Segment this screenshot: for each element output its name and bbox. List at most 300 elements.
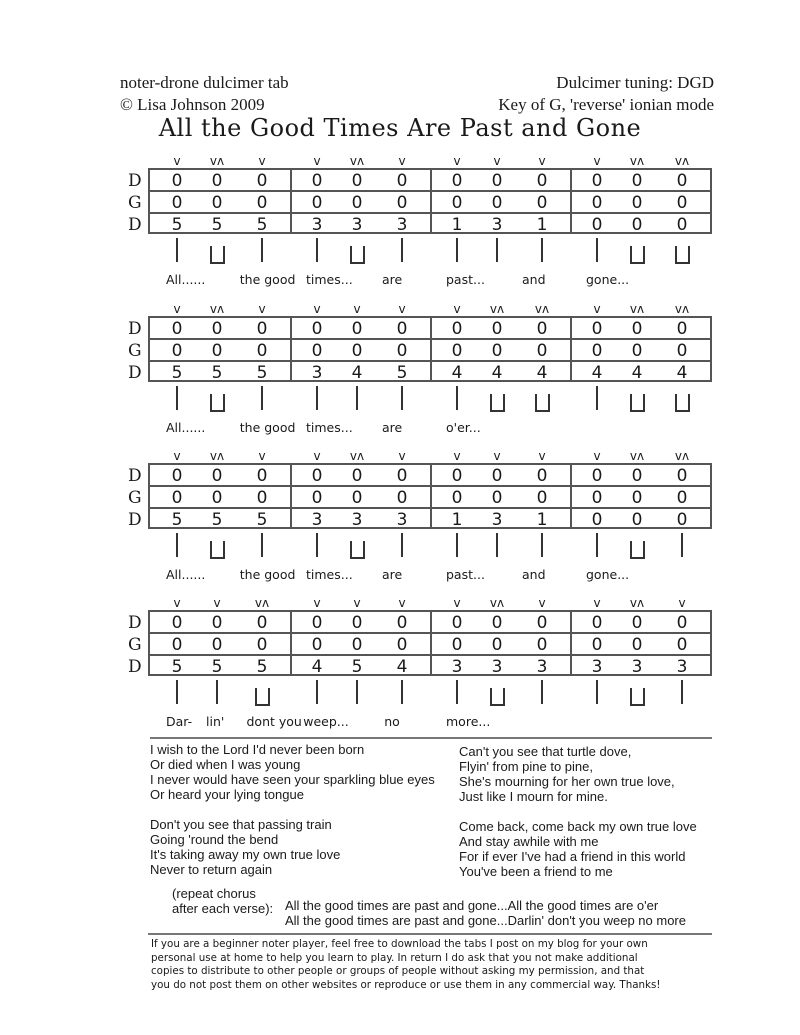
fret-number: 4 [451,363,463,383]
fret-number: 0 [256,341,268,361]
fret-number: 4 [351,363,363,383]
measure-bar [290,612,292,674]
fret-number: 3 [451,657,463,677]
eighth-pair-icon [490,688,505,706]
fret-number: 0 [396,171,408,191]
eighth-pair-icon [210,246,225,264]
fret-number: 5 [171,363,183,383]
strum-mark: v [453,154,461,168]
eighth-pair-icon [675,394,690,412]
fret-number: 3 [396,215,408,235]
divider [148,933,712,935]
quarter-note-icon [541,238,543,262]
fret-number: 3 [536,657,548,677]
fret-number: 5 [211,363,223,383]
fret-number: 0 [591,319,603,339]
lyric: no [384,714,400,729]
strum-mark: vʌ [254,596,270,610]
fret-number: 1 [536,510,548,530]
fret-number: 0 [311,466,323,486]
fret-number: 0 [536,193,548,213]
quarter-note-icon [261,533,263,557]
verse-line: Don't you see that passing train [150,817,332,832]
tab-system [0,449,800,599]
fret-number: 0 [256,488,268,508]
fret-number: 0 [311,171,323,191]
tab-staff [148,463,712,529]
fret-number: 4 [676,363,688,383]
strum-mark: v [258,154,266,168]
fret-number: 0 [256,613,268,633]
lyric: Dar- [166,714,193,729]
fret-number: 0 [171,171,183,191]
fret-number: 0 [591,510,603,530]
fret-number: 0 [211,488,223,508]
fret-number: 4 [396,657,408,677]
verse-line: Can't you see that turtle dove, [459,744,632,759]
strum-mark: v [173,302,181,316]
lyric: dont you [246,714,302,729]
fret-number: 4 [536,363,548,383]
fret-number: 3 [491,510,503,530]
quarter-note-icon [456,533,458,557]
fret-number: 0 [631,215,643,235]
quarter-note-icon [496,238,498,262]
quarter-note-icon [316,533,318,557]
fret-number: 3 [491,657,503,677]
fret-number: 0 [631,466,643,486]
fret-number: 0 [451,635,463,655]
fret-number: 0 [631,510,643,530]
lyric: more... [446,714,491,729]
fret-number: 0 [451,613,463,633]
fret-number: 0 [591,466,603,486]
copyright: © Lisa Johnson 2009 [120,95,265,114]
strum-mark: v [453,302,461,316]
verses-left [150,742,435,877]
fret-number: 5 [256,657,268,677]
fret-number: 3 [351,510,363,530]
tab-staff [148,168,712,234]
fret-number: 0 [676,341,688,361]
quarter-note-icon [216,680,218,704]
fret-number: 0 [491,635,503,655]
fret-number: 0 [676,193,688,213]
tab-system [0,154,800,304]
usage-notice [151,938,661,992]
fret-number: 3 [676,657,688,677]
strum-mark: v [173,449,181,463]
fret-number: 0 [591,193,603,213]
strum-mark: v [398,449,406,463]
fret-number: 0 [676,215,688,235]
fret-number: 0 [591,613,603,633]
lyric: weep... [303,714,349,729]
strum-mark: v [398,154,406,168]
quarter-note-icon [541,533,543,557]
fret-number: 0 [211,613,223,633]
chorus-label [172,886,273,916]
fret-number: 0 [351,466,363,486]
strum-mark: vʌ [674,449,690,463]
fret-number: 0 [351,488,363,508]
fret-number: 1 [451,510,463,530]
fret-number: 5 [396,363,408,383]
fret-number: 0 [211,193,223,213]
notice-line: personal use at home to help you learn to play. In return I do ask that you not make additional [151,951,638,964]
fret-number: 0 [171,635,183,655]
strum-mark: v [173,154,181,168]
fret-number: 0 [491,488,503,508]
lyric: lin' [206,714,225,729]
fret-number: 3 [311,510,323,530]
verse-line: Flyin' from pine to pine, [459,759,593,774]
fret-number: 5 [211,215,223,235]
lyric: are [382,272,403,287]
strum-mark: vʌ [349,449,365,463]
measure-bar [430,318,432,380]
fret-number: 0 [171,466,183,486]
lyric: the good [239,272,296,287]
eighth-pair-icon [630,688,645,706]
divider [150,737,712,739]
subtitle: noter-drone dulcimer tab [120,73,289,92]
quarter-note-icon [596,386,598,410]
string-label: D [128,613,142,633]
lyric: the good [239,567,296,582]
fret-number: 5 [171,657,183,677]
lyric: All...... [166,420,206,435]
quarter-note-icon [681,680,683,704]
fret-number: 0 [311,488,323,508]
quarter-note-icon [456,680,458,704]
fret-number: 0 [351,171,363,191]
strum-mark: v [258,302,266,316]
strum-mark: v [313,154,321,168]
strum-mark: v [493,154,501,168]
strum-mark: v [538,596,546,610]
fret-number: 4 [591,363,603,383]
string-label: D [128,657,142,677]
fret-number: 0 [536,341,548,361]
verse-line: I never would have seen your sparkling blue eyes [150,772,435,787]
fret-number: 0 [311,319,323,339]
quarter-note-icon [596,533,598,557]
lyric: and [522,272,546,287]
strum-mark: v [313,302,321,316]
strum-mark: vʌ [674,154,690,168]
fret-number: 0 [396,319,408,339]
string-label: D [128,215,142,235]
fret-number: 3 [396,510,408,530]
strum-mark: vʌ [629,302,645,316]
strum-mark: v [258,449,266,463]
fret-number: 0 [631,488,643,508]
lyric: All...... [166,272,206,287]
chorus-line: All the good times are past and gone...All the good times are o'er [285,898,659,913]
fret-number: 5 [256,363,268,383]
fret-number: 0 [451,319,463,339]
strum-mark: v [538,154,546,168]
quarter-note-icon [541,680,543,704]
strum-mark: v [593,302,601,316]
chorus-label-line: after each verse): [172,901,274,916]
verse [459,819,697,879]
quarter-note-icon [456,386,458,410]
fret-number: 0 [256,193,268,213]
tab-staff [148,316,712,382]
fret-number: 0 [171,341,183,361]
fret-number: 0 [491,319,503,339]
fret-number: 4 [631,363,643,383]
eighth-pair-icon [255,688,270,706]
fret-number: 0 [676,613,688,633]
notice-line: copies to distribute to other people or groups of people without asking my permission, and that [151,965,645,977]
quarter-note-icon [401,680,403,704]
fret-number: 0 [491,613,503,633]
fret-number: 1 [536,215,548,235]
eighth-pair-icon [535,394,550,412]
quarter-note-icon [176,386,178,410]
lyric: times... [306,272,353,287]
fret-number: 3 [631,657,643,677]
string-label: G [128,488,142,508]
measure-bar [290,318,292,380]
fret-number: 0 [311,635,323,655]
eighth-pair-icon [630,541,645,559]
quarter-note-icon [356,386,358,410]
fret-number: 0 [536,171,548,191]
fret-number: 0 [256,319,268,339]
fret-number: 3 [491,215,503,235]
quarter-note-icon [316,238,318,262]
quarter-note-icon [681,533,683,557]
verses-right [459,744,697,879]
fret-number: 0 [396,635,408,655]
strum-mark: vʌ [629,449,645,463]
string-label: D [128,466,142,486]
fret-number: 0 [491,341,503,361]
fret-number: 3 [351,215,363,235]
verse-line: Going 'round the bend [150,832,279,847]
eighth-pair-icon [675,246,690,264]
strum-mark: v [453,596,461,610]
fret-number: 0 [351,193,363,213]
strum-mark: v [538,449,546,463]
fret-number: 0 [491,193,503,213]
key-mode: Key of G, 'reverse' ionian mode [498,95,714,114]
lyric: times... [306,567,353,582]
quarter-note-icon [596,238,598,262]
fret-number: 0 [351,635,363,655]
string-label: G [128,341,142,361]
fret-number: 0 [631,341,643,361]
strum-mark: v [593,596,601,610]
verse-line: Or heard your lying tongue [150,787,304,802]
fret-number: 0 [676,635,688,655]
verse-line: You've been a friend to me [459,864,613,879]
strum-mark: vʌ [629,596,645,610]
string-label: G [128,193,142,213]
fret-number: 5 [211,510,223,530]
fret-number: 1 [451,215,463,235]
fret-number: 0 [171,488,183,508]
quarter-note-icon [401,533,403,557]
eighth-pair-icon [210,541,225,559]
fret-number: 0 [491,466,503,486]
song-title: All the Good Times Are Past and Gone [158,114,642,142]
fret-number: 0 [396,341,408,361]
fret-number: 5 [351,657,363,677]
verse-line: I wish to the Lord I'd never been born [150,742,365,757]
strum-mark: v [398,596,406,610]
fret-number: 0 [211,635,223,655]
quarter-note-icon [316,680,318,704]
fret-number: 0 [211,171,223,191]
eighth-pair-icon [350,246,365,264]
fret-number: 4 [311,657,323,677]
strum-mark: vʌ [674,302,690,316]
fret-number: 0 [536,488,548,508]
notice-line: If you are a beginner noter player, feel free to download the tabs I post on my blog for your own [151,938,648,950]
fret-number: 0 [536,613,548,633]
fret-number: 0 [311,613,323,633]
fret-number: 0 [591,171,603,191]
strum-mark: vʌ [629,154,645,168]
measure-bar [430,170,432,232]
tab-staff [148,610,712,676]
strum-mark: vʌ [489,302,505,316]
quarter-note-icon [496,533,498,557]
lyric: past... [446,567,485,582]
fret-number: 0 [631,193,643,213]
strum-mark: v [173,596,181,610]
measure-bar [430,612,432,674]
fret-number: 5 [211,657,223,677]
fret-number: 5 [256,215,268,235]
verse-line: Come back, come back my own true love [459,819,697,834]
lyric: past... [446,272,485,287]
verse-line: Never to return again [150,862,273,877]
strum-mark: v [493,449,501,463]
eighth-pair-icon [630,246,645,264]
fret-number: 0 [171,613,183,633]
strum-mark: v [678,596,686,610]
measure-bar [290,465,292,527]
strum-mark: vʌ [349,154,365,168]
fret-number: 0 [351,319,363,339]
verse [459,744,697,804]
measure-bar [570,170,572,232]
fret-number: 0 [631,319,643,339]
fret-number: 0 [536,466,548,486]
quarter-note-icon [316,386,318,410]
fret-number: 0 [211,319,223,339]
quarter-note-icon [176,533,178,557]
fret-number: 0 [171,319,183,339]
strum-mark: v [398,302,406,316]
strum-mark: vʌ [489,596,505,610]
verse-line: And stay awhile with me [459,834,599,849]
eighth-pair-icon [350,541,365,559]
quarter-note-icon [596,680,598,704]
fret-number: 5 [171,215,183,235]
quarter-note-icon [401,386,403,410]
strum-mark: vʌ [209,302,225,316]
fret-number: 0 [491,171,503,191]
verse-line: It's taking away my own true love [150,847,341,862]
fret-number: 0 [631,635,643,655]
fret-number: 0 [536,319,548,339]
eighth-pair-icon [490,394,505,412]
quarter-note-icon [356,680,358,704]
fret-number: 0 [591,635,603,655]
measure-bar [570,318,572,380]
fret-number: 0 [396,613,408,633]
strum-mark: v [353,596,361,610]
lyric: gone... [586,567,630,582]
fret-number: 0 [676,488,688,508]
lyric: o'er... [446,420,481,435]
fret-number: 0 [396,488,408,508]
fret-number: 0 [591,341,603,361]
fret-number: 0 [676,171,688,191]
strum-mark: v [313,596,321,610]
string-label: D [128,363,142,383]
quarter-note-icon [261,386,263,410]
quarter-note-icon [401,238,403,262]
fret-number: 0 [351,341,363,361]
fret-number: 0 [451,193,463,213]
chorus-line: All the good times are past and gone...Darlin' don't you weep no more [285,913,686,928]
fret-number: 3 [591,657,603,677]
fret-number: 0 [451,171,463,191]
quarter-note-icon [456,238,458,262]
measure-bar [570,612,572,674]
strum-mark: vʌ [534,302,550,316]
string-label: D [128,319,142,339]
fret-number: 0 [311,193,323,213]
fret-number: 3 [311,363,323,383]
strum-mark: v [593,154,601,168]
verse [150,742,435,802]
strum-mark: v [213,596,221,610]
fret-number: 0 [676,319,688,339]
quarter-note-icon [176,238,178,262]
fret-number: 0 [256,635,268,655]
fret-number: 0 [351,613,363,633]
lyric: gone... [586,272,630,287]
fret-number: 4 [491,363,503,383]
measure-bar [290,170,292,232]
fret-number: 3 [311,215,323,235]
strum-mark: v [353,302,361,316]
string-label: G [128,635,142,655]
verse-line: She's mourning for her own true love, [459,774,675,789]
fret-number: 0 [311,341,323,361]
fret-number: 0 [451,341,463,361]
notice-line: you do not post them on other websites or reproduce or use them in any commercial way. Thanks! [151,978,661,991]
strum-mark: vʌ [209,154,225,168]
quarter-note-icon [261,238,263,262]
verse [150,817,435,877]
lyric: All...... [166,567,206,582]
strum-mark: vʌ [209,449,225,463]
lyric: and [522,567,546,582]
lyric: are [382,567,403,582]
fret-number: 0 [591,215,603,235]
lyric: times... [306,420,353,435]
